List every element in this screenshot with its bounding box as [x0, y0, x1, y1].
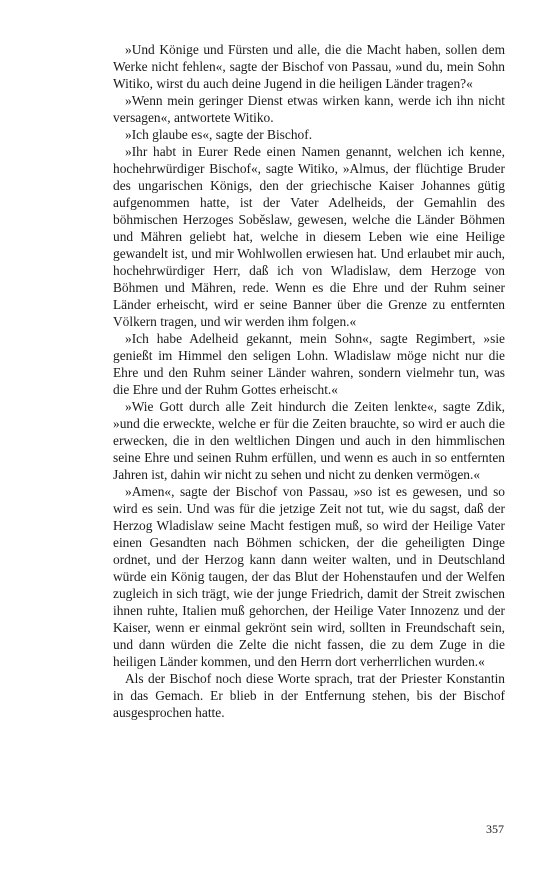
body-text — [113, 41, 505, 721]
paragraph: »Ich habe Adelheid gekannt, mein Sohn«, sagte Regimbert, »sie genießt im Himmel den seligen Lohn. Wladislaw möge nicht nur die Ehre und den Ruhm seiner Länder wahren, sondern vielmehr tun, was die Ehre und der Ruhm Gottes erheischt.« — [113, 331, 505, 397]
paragraph: Als der Bischof noch diese Worte sprach, trat der Priester Konstantin in das Gemach. Er blieb in der Entfernung stehen, bis der Bischof ausgesprochen hatte. — [113, 671, 505, 720]
paragraph: »Und Könige und Fürsten und alle, die die Macht haben, sollen dem Werke nicht fehlen«, sagte der Bischof von Passau, »und du, mein Sohn Witiko, wirst du auch deine Jugend in die heiligen Länder tragen?« — [113, 42, 505, 91]
page-number: 357 — [486, 822, 504, 836]
paragraph: »Wie Gott durch alle Zeit hindurch die Zeiten lenkte«, sagte Zdik, »und die erweckte, welche er für die Zeiten brauchte, so wird er auch die erwecken, die in den weltlichen Dingen und auch in den himmlischen seine Ehre und seinen Ruhm erfüllen, und wenn es auch in so entfernten Jahren ist, dahin wir nicht zu sehen und nicht zu denken vermögen.« — [113, 399, 505, 482]
paragraph: »Ich glaube es«, sagte der Bischof. — [125, 127, 313, 142]
paragraph: »Amen«, sagte der Bischof von Passau, »so ist es gewesen, und so wird es sein. Und was für die jetzige Zeit not tut, wie du sagst, daß der Herzog Wladislaw seine Macht festigen muß, so wird der Heilige Vater einen Gesandten nach Böhmen schicken, der die geheiligten Dinge ordnet, und der Herzog kann dann weiter walten, und in Deutschland würde ein König taugen, der das Blut der Hohenstaufen und der Welfen zugleich in sich trägt, wie der junge Friedrich, damit der Streit zwischen ihnen ruhte, Italien muß gehorchen, der Heilige Vater Innozenz und der Kaiser, wenn er einmal gekrönt sein wird, sollten in Freundschaft sein, und dann würden die Zelte die nicht fassen, die zu dem Zuge in die heiligen Länder kommen, und den Herrn dort verherrlichen wurden.« — [113, 484, 505, 669]
paragraph: »Wenn mein geringer Dienst etwas wirken kann, werde ich ihn nicht versagen«, antwortete Witiko. — [113, 93, 505, 125]
paragraph: »Ihr habt in Eurer Rede einen Namen genannt, welchen ich kenne, hochehrwürdiger Bischof«, sagte Witiko, »Almus, der flüchtige Bruder des ungarischen Königs, den der griechische Kaiser Johannes gütig aufgenommen hatte, ist der Vater Adelheids, der Gemahlin des böhmischen Herzoges Soběslaw, gewesen, welche die Länder Böhmen und Mähren geliebt hat, welche in diesem Leben wie eine Heilige gewandelt ist, und mir Wohlwollen erwiesen hat. Und erlaubet mir auch, hochehrwürdiger Herr, daß ich von Wladislaw, dem Herzoge von Böhmen und Mähren, rede. Wenn es die Ehre und der Ruhm seiner Länder erheischt, wird er seine Banner über die Grenze zu entfernten Völkern tragen, und wir werden ihm folgen.« — [113, 144, 505, 329]
